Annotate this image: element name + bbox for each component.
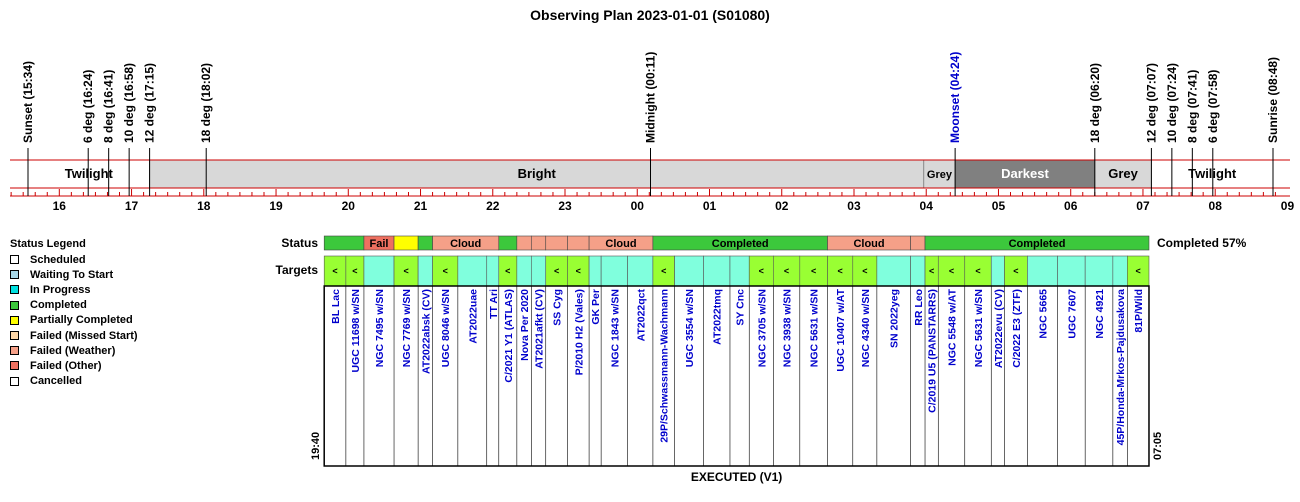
- legend-label: Partially Completed: [30, 314, 133, 327]
- sky-event-label: Sunset (15:34): [21, 60, 35, 143]
- status-legend: [10, 238, 138, 389]
- target-name: 29P/Schwassmann-Wachmann: [658, 289, 671, 443]
- status-segment: [546, 236, 568, 250]
- target-name: AT2022tmq: [711, 289, 724, 345]
- sky-event-label: Midnight (00:11): [643, 51, 658, 143]
- status-segment: [911, 236, 925, 250]
- sky-period-label: Bright: [517, 166, 556, 181]
- hour-tick-label: 05: [991, 199, 1006, 213]
- status-segment-label: Cloud: [853, 238, 885, 250]
- hour-tick-label: 21: [413, 199, 428, 213]
- status-segment: [517, 236, 531, 250]
- chart-title: Observing Plan 2023-01-01 (S01080): [530, 7, 770, 23]
- target-cell: [601, 256, 627, 286]
- sky-event-label: 6 deg (07:58): [1205, 69, 1220, 143]
- target-tick-mark: <: [929, 266, 935, 276]
- target-cell: [628, 256, 653, 286]
- target-name: UGC 10407 w/AT: [835, 289, 848, 372]
- hour-tick-label: 04: [919, 199, 933, 213]
- target-name: UGC 7607: [1066, 289, 1079, 339]
- legend-label: Scheduled: [30, 253, 86, 266]
- sky-period-label: Twilight: [1188, 166, 1237, 181]
- target-tick-mark: <: [862, 266, 868, 276]
- hour-tick-label: 00: [630, 199, 644, 213]
- legend-item: [10, 313, 138, 328]
- target-cell: [364, 256, 394, 286]
- hour-tick-label: 09: [1280, 199, 1295, 213]
- hour-tick-label: 18: [197, 199, 211, 213]
- target-name: NGC 5631 w/SN: [808, 289, 821, 368]
- status-segment: [418, 236, 432, 250]
- target-cell: [1027, 256, 1057, 286]
- legend-item: [10, 252, 138, 267]
- sky-event-label: 18 deg (06:20): [1087, 62, 1102, 143]
- target-tick-mark: <: [332, 266, 338, 276]
- target-cell: [1057, 256, 1085, 286]
- legend-item: [10, 328, 138, 343]
- legend-swatch: [10, 255, 19, 264]
- target-name: SS Cyg: [551, 289, 564, 326]
- target-tick-mark: <: [975, 266, 981, 276]
- target-name: SN 2022yeg: [888, 289, 901, 348]
- target-name: AT2022qct: [635, 289, 648, 342]
- target-cell: [911, 256, 925, 286]
- sky-event-label: 8 deg (16:41): [101, 69, 116, 143]
- legend-swatch: [10, 316, 19, 325]
- sky-event-label: 12 deg (17:15): [142, 62, 157, 143]
- target-name: NGC 7769 w/SN: [401, 289, 414, 368]
- legend-label: In Progress: [30, 283, 91, 296]
- legend-swatch: [10, 285, 19, 294]
- legend-item: [10, 298, 138, 313]
- sky-event-label: 10 deg (07:24): [1164, 62, 1179, 143]
- legend-swatch: [10, 346, 19, 355]
- target-name: SY Cnc: [734, 289, 747, 326]
- target-name: NGC 5631 w/SN: [973, 289, 986, 368]
- status-segment-label: Cloud: [605, 238, 637, 250]
- hour-tick-label: 01: [702, 199, 717, 213]
- target-tick-mark: <: [783, 266, 790, 276]
- status-segment: [394, 236, 418, 250]
- sky-event-label: Moonset (04:24): [948, 51, 963, 143]
- hour-tick-label: 17: [124, 199, 139, 213]
- hour-tick-label: 22: [486, 199, 500, 213]
- target-name: AT2022evu (CV): [992, 289, 1005, 369]
- status-legend-title: Status Legend: [10, 238, 86, 250]
- sky-period-label: Grey: [926, 169, 953, 181]
- target-tick-mark: <: [505, 266, 511, 276]
- legend-swatch: [10, 377, 19, 386]
- target-tick-mark: <: [1013, 266, 1019, 276]
- status-segment-label: Completed: [1008, 238, 1066, 250]
- hour-tick-label: 07: [1136, 199, 1150, 213]
- target-tick-mark: <: [575, 266, 581, 276]
- hour-tick-label: 16: [52, 199, 66, 213]
- target-tick-mark: <: [948, 266, 955, 276]
- status-segment: [324, 236, 364, 250]
- sky-event-label: Sunrise (08:48): [1266, 56, 1280, 143]
- status-segment: [531, 236, 545, 250]
- hour-tick-label: 19: [269, 199, 283, 213]
- target-cell: [458, 256, 487, 286]
- sky-event-label: 18 deg (18:02): [199, 62, 214, 143]
- target-name: NGC 3705 w/SN: [756, 289, 769, 368]
- target-name: AT2021afkt (CV): [533, 289, 546, 369]
- target-name: C/2021 Y1 (ATLAS): [502, 289, 515, 383]
- target-name: UGC 8046 w/SN: [440, 289, 453, 368]
- target-cell: [877, 256, 911, 286]
- target-name: TT Ari: [487, 289, 500, 319]
- hour-tick-label: 23: [558, 199, 572, 213]
- legend-item: [10, 374, 138, 389]
- target-cell: [487, 256, 499, 286]
- target-name: P/2010 H2 (Vales): [573, 289, 586, 376]
- target-name: NGC 5548 w/AT: [946, 289, 959, 366]
- status-legend-items: [10, 252, 138, 389]
- target-name: RR Leo: [912, 289, 925, 326]
- target-tick-mark: <: [758, 266, 764, 276]
- legend-label: Waiting To Start: [30, 268, 114, 281]
- legend-swatch: [10, 270, 19, 279]
- target-cell: [589, 256, 601, 286]
- target-name: AT2022absk (CV): [420, 289, 433, 375]
- target-name: UGC 11698 w/SN: [349, 289, 362, 373]
- target-name: C/2019 U5 (PANSTARRS): [926, 289, 939, 413]
- footer-label: EXECUTED (V1): [690, 470, 783, 484]
- legend-item: [10, 358, 138, 373]
- hour-tick-label: 03: [847, 199, 861, 213]
- sky-period-label: Darkest: [1001, 166, 1049, 181]
- target-name: UGC 3554 w/SN: [684, 289, 697, 368]
- target-tick-mark: <: [442, 266, 448, 276]
- legend-label: Failed (Other): [30, 359, 102, 372]
- target-name: NGC 3938 w/SN: [781, 289, 794, 368]
- status-row-label: Status: [281, 236, 318, 250]
- target-name: C/2022 E3 (ZTF): [1010, 289, 1023, 368]
- target-tick-mark: <: [811, 266, 817, 276]
- target-tick-mark: <: [1135, 266, 1141, 276]
- target-name: 81P/Wild: [1133, 289, 1146, 333]
- target-cell: [991, 256, 1004, 286]
- sky-event-label: 10 deg (16:58): [122, 62, 137, 143]
- target-name: AT2022uae: [467, 289, 480, 344]
- sky-period-label: Twilight: [64, 166, 113, 181]
- legend-item: [10, 343, 138, 358]
- target-tick-mark: <: [837, 266, 843, 276]
- hour-tick-label: 02: [775, 199, 789, 213]
- run-start-label: 19:40: [310, 431, 323, 460]
- status-segment-label: Completed: [711, 238, 769, 250]
- target-name: NGC 1843 w/SN: [609, 289, 622, 368]
- target-cell: [418, 256, 432, 286]
- target-name: GK Per: [590, 289, 603, 325]
- target-name: NGC 7495 w/SN: [373, 289, 386, 368]
- target-cell: [730, 256, 749, 286]
- sky-period-label: Grey: [1108, 166, 1138, 181]
- target-cell: [675, 256, 704, 286]
- target-name: NGC 4340 w/SN: [859, 289, 872, 368]
- status-segment-label: Fail: [369, 238, 389, 250]
- target-name: 45P/Honda-Mrkos-Pajdusakova: [1115, 289, 1128, 446]
- targets-row-label: Targets: [275, 263, 318, 277]
- target-name: Nova Per 2020: [519, 289, 532, 361]
- target-cell: [531, 256, 545, 286]
- legend-label: Failed (Weather): [30, 344, 116, 357]
- legend-swatch: [10, 331, 19, 340]
- target-cell: [517, 256, 531, 286]
- hour-tick-label: 20: [341, 199, 355, 213]
- target-cell: [703, 256, 729, 286]
- target-name: NGC 4921: [1094, 289, 1107, 339]
- target-name: BL Lac: [330, 289, 343, 324]
- legend-swatch: [10, 361, 19, 370]
- legend-item: [10, 282, 138, 297]
- legend-label: Cancelled: [30, 375, 82, 388]
- status-summary: Completed 57%: [1156, 236, 1247, 250]
- target-tick-mark: <: [352, 266, 358, 276]
- target-cell: [1085, 256, 1113, 286]
- status-segment: [499, 236, 517, 250]
- legend-label: Failed (Missed Start): [30, 329, 138, 342]
- target-tick-mark: <: [403, 266, 409, 276]
- target-tick-mark: <: [661, 266, 667, 276]
- legend-swatch: [10, 301, 19, 310]
- target-name: NGC 5665: [1037, 289, 1050, 339]
- target-tick-mark: <: [553, 266, 560, 276]
- sky-event-label: 6 deg (16:24): [81, 69, 96, 143]
- hour-tick-label: 08: [1208, 199, 1222, 213]
- run-end-label: 07:05: [1151, 431, 1164, 460]
- hour-tick-label: 06: [1064, 199, 1078, 213]
- target-cell: [1113, 256, 1127, 286]
- legend-label: Completed: [30, 299, 87, 312]
- legend-item: [10, 267, 138, 282]
- status-segment-label: Cloud: [450, 238, 482, 250]
- status-segment: [567, 236, 589, 250]
- sky-event-label: 8 deg (07:41): [1185, 69, 1200, 143]
- sky-event-label: 12 deg (07:07): [1144, 62, 1159, 143]
